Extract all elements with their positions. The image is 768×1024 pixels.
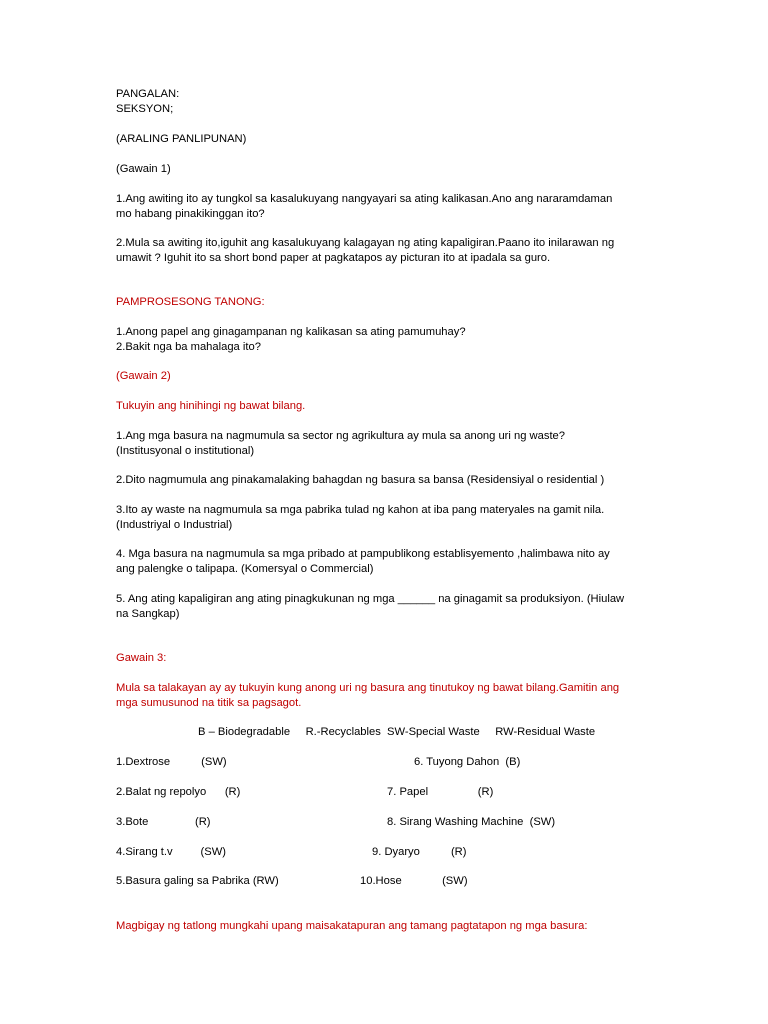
gawain3-left-item-1: 1.Dextrose (SW) — [116, 756, 227, 768]
pamprosesong-title: PAMPROSESONG TANONG: — [116, 296, 265, 308]
pamprosesong-q1: 1.Anong papel ang ginagampanan ng kalikasan sa ating pamumuhay? — [116, 326, 466, 338]
gawain2-instruction: Tukuyin ang hinihingi ng bawat bilang. — [116, 400, 306, 412]
gawain2-item4-line2: ang palengke o talipapa. (Komersyal o Commercial) — [116, 563, 374, 575]
gawain1-q1-line1: 1.Ang awiting ito ay tungkol sa kasalukuyang nangyayari sa ating kalikasan.Ano ang nararamdaman — [116, 193, 613, 205]
gawain1-q1-line2: mo habang pinakikinggan ito? — [116, 208, 265, 220]
gawain2-title: (Gawain 2) — [116, 370, 171, 382]
gawain1-title: (Gawain 1) — [116, 163, 171, 175]
gawain2-item2-line1: 2.Dito nagmumula ang pinakamalaking bahagdan ng basura sa bansa (Residensiyal o residential ) — [116, 474, 605, 486]
name-label: PANGALAN: — [116, 88, 180, 100]
gawain3-left-item-3: 3.Bote (R) — [116, 816, 211, 828]
section-label: SEKSYON; — [116, 103, 174, 115]
gawain3-legend: B – Biodegradable R.-Recyclables SW-Special Waste RW-Residual Waste — [198, 726, 596, 738]
gawain2-item3-line1: 3.Ito ay waste na nagmumula sa mga pabrika tulad ng kahon at iba pang materyales na gamit nila. — [116, 504, 605, 516]
gawain2-item5-line2: na Sangkap) — [116, 608, 180, 620]
gawain1-q2-line1: 2.Mula sa awiting ito,iguhit ang kasalukuyang kalagayan ng ating kapaligiran.Paano ito inilarawan ng — [116, 237, 615, 249]
gawain3-left-item-2: 2.Balat ng repolyo (R) — [116, 786, 241, 798]
gawain3-right-item-8: 8. Sirang Washing Machine (SW) — [387, 816, 556, 828]
gawain3-right-item-6: 6. Tuyong Dahon (B) — [414, 756, 521, 768]
gawain3-title: Gawain 3: — [116, 652, 167, 664]
gawain1-q2-line2: umawit ? Iguhit ito sa short bond paper at pagkatapos ay picturan ito at ipadala sa guro. — [116, 252, 551, 264]
gawain2-item1-line2: (Institusyonal o institutional) — [116, 445, 255, 457]
subject-title: (ARALING PANLIPUNAN) — [116, 133, 247, 145]
gawain3-right-item-10: 10.Hose (SW) — [360, 875, 468, 887]
gawain3-left-item-4: 4.Sirang t.v (SW) — [116, 846, 227, 858]
closing-instruction: Magbigay ng tatlong mungkahi upang maisakatapuran ang tamang pagtatapon ng mga basura: — [116, 920, 588, 932]
gawain2-item1-line1: 1.Ang mga basura na nagmumula sa sector ng agrikultura ay mula sa anong uri ng waste? — [116, 430, 566, 442]
gawain2-item4-line1: 4. Mga basura na nagmumula sa mga pribado at pampublikong establisyemento ,halimbawa nito ay — [116, 548, 610, 560]
gawain3-instruction-line2: mga sumusunod na titik sa pagsagot. — [116, 697, 302, 709]
gawain3-right-item-7: 7. Papel (R) — [387, 786, 494, 798]
gawain3-right-item-9: 9. Dyaryo (R) — [372, 846, 467, 858]
pamprosesong-q2: 2.Bakit nga ba mahalaga ito? — [116, 341, 261, 353]
gawain2-item3-line2: (Industriyal o Industrial) — [116, 519, 233, 531]
gawain3-left-item-5: 5.Basura galing sa Pabrika (RW) — [116, 875, 279, 887]
gawain2-item5-line1: 5. Ang ating kapaligiran ang ating pinagkukunan ng mga ______ na ginagamit sa produksiyon. (Hiulaw — [116, 593, 625, 605]
gawain3-instruction-line1: Mula sa talakayan ay ay tukuyin kung anong uri ng basura ang tinutukoy ng bawat bilang.Gamitin ang — [116, 682, 620, 694]
